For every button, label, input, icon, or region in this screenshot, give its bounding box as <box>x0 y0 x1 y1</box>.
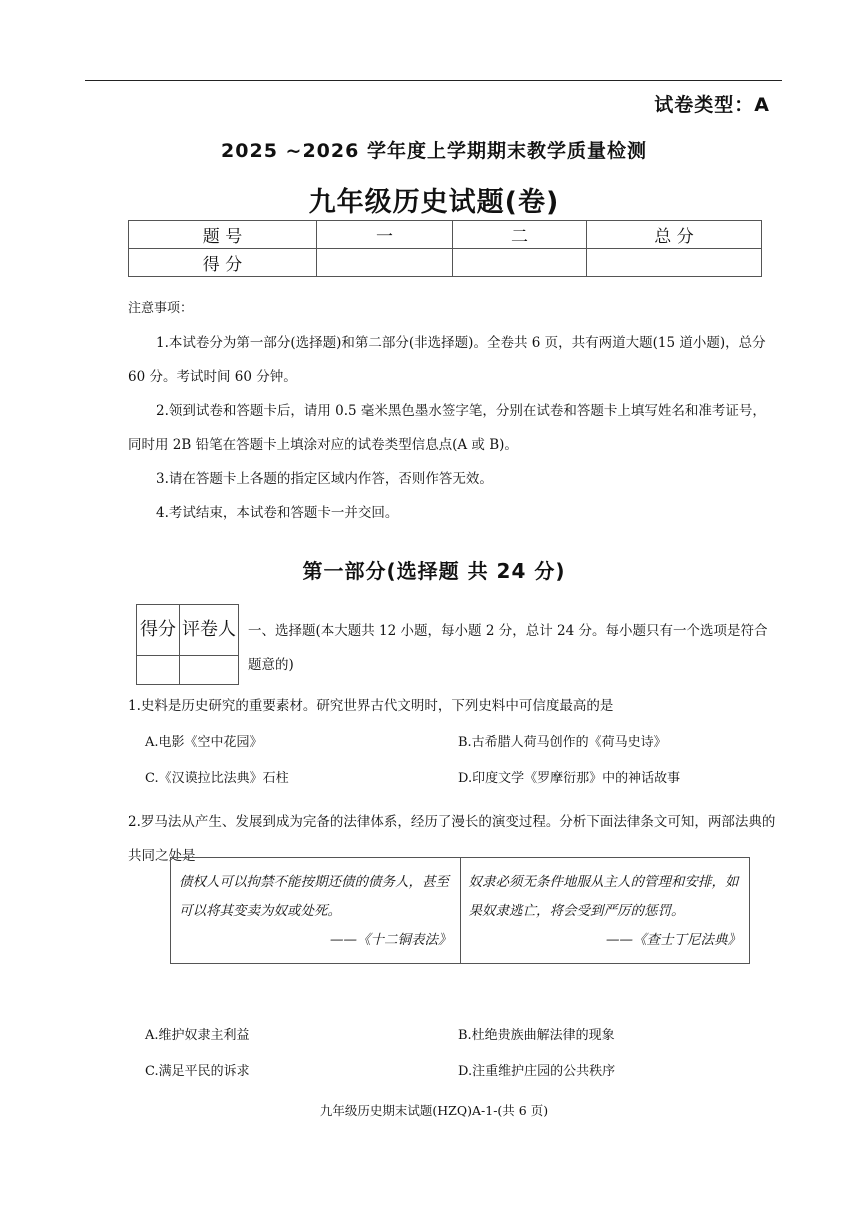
header-rule <box>85 80 782 81</box>
notes-heading: 注意事项： <box>128 301 194 316</box>
score-table <box>128 220 762 277</box>
score-cell <box>453 249 587 277</box>
grader-reviewer-cell <box>180 656 239 685</box>
question-1-option-b: B.古希腊人荷马创作的《荷马史诗》 <box>458 735 667 750</box>
quote-cell <box>171 858 461 964</box>
note-item: 4.考试结束，本试卷和答题卡一并交回。 <box>156 505 399 521</box>
row-label: 得 分 <box>129 249 317 277</box>
quote-text: 债权人可以拘禁不能按期还债的债务人，甚至可以将其变卖为奴或处死。 <box>179 874 449 919</box>
question-1-option-d: D.印度文学《罗摩衍那》中的神话故事 <box>458 771 681 786</box>
score-table-header-row <box>129 221 762 249</box>
grader-score-cell <box>137 656 180 685</box>
quote-text: 奴隶必须无条件地服从主人的管理和安排，如果奴隶逃亡，将会受到严厉的惩罚。 <box>468 874 739 919</box>
note-item: 2.领到试卷和答题卡后，请用 0.5 毫米黑色墨水签字笔，分别在试卷和答题卡上填写姓名和准考证号，同时用 2B 铅笔在答题卡上填涂对应的试卷类型信息点(A 或 B)。 <box>128 403 766 453</box>
column-header: 二 <box>453 221 587 249</box>
exam-subtitle: 2025 ~2026 学年度上学期期末教学质量检测 <box>221 140 647 162</box>
quote-source: ——《查士丁尼法典》 <box>606 932 741 948</box>
column-header: 一 <box>317 221 453 249</box>
score-cell <box>587 249 762 277</box>
question-2-option-a: A.维护奴隶主利益 <box>145 1028 250 1043</box>
score-cell <box>317 249 453 277</box>
quote-cell <box>460 858 750 964</box>
question-2-stem: 2.罗马法从产生、发展到成为完备的法律体系，经历了漫长的演变过程。分析下面法律条文可知，两部法典的共同之处是 <box>128 814 776 864</box>
score-table-score-row <box>129 249 762 277</box>
paper-type: 试卷类型：A <box>654 94 770 116</box>
section-heading: 一、选择题(本大题共 12 小题，每小题 2 分，总计 24 分。每小题只有一个选项是符合题意的) <box>248 623 768 673</box>
quote-table <box>170 857 750 964</box>
part-one-title: 第一部分(选择题 共 24 分) <box>302 559 566 583</box>
page-footer: 九年级历史期末试题(HZQ)A-1-(共 6 页) <box>319 1103 549 1118</box>
grader-box <box>136 604 239 685</box>
question-1-option-c: C.《汉谟拉比法典》石柱 <box>145 771 289 786</box>
question-1-stem: 1.史料是历史研究的重要素材。研究世界古代文明时，下列史料中可信度最高的是 <box>128 698 614 714</box>
note-item: 3.请在答题卡上各题的指定区域内作答，否则作答无效。 <box>156 471 493 487</box>
grader-reviewer-label: 评卷人 <box>180 605 239 656</box>
grader-score-label: 得分 <box>137 605 180 656</box>
notes-list <box>128 326 778 530</box>
row-label: 题 号 <box>129 221 317 249</box>
question-2-option-b: B.杜绝贵族曲解法律的现象 <box>458 1028 615 1043</box>
exam-title: 九年级历史试题(卷) <box>308 187 560 218</box>
note-item: 1.本试卷分为第一部分(选择题)和第二部分(非选择题)。全卷共 6 页，共有两道大题(15 道小题)，总分 60 分。考试时间 60 分钟。 <box>128 335 766 385</box>
question-2-option-d: D.注重维护庄园的公共秩序 <box>458 1064 616 1079</box>
column-header: 总 分 <box>587 221 762 249</box>
question-1-option-a: A.电影《空中花园》 <box>145 735 263 750</box>
question-2-option-c: C.满足平民的诉求 <box>145 1064 250 1079</box>
quote-source: ——《十二铜表法》 <box>330 932 452 948</box>
